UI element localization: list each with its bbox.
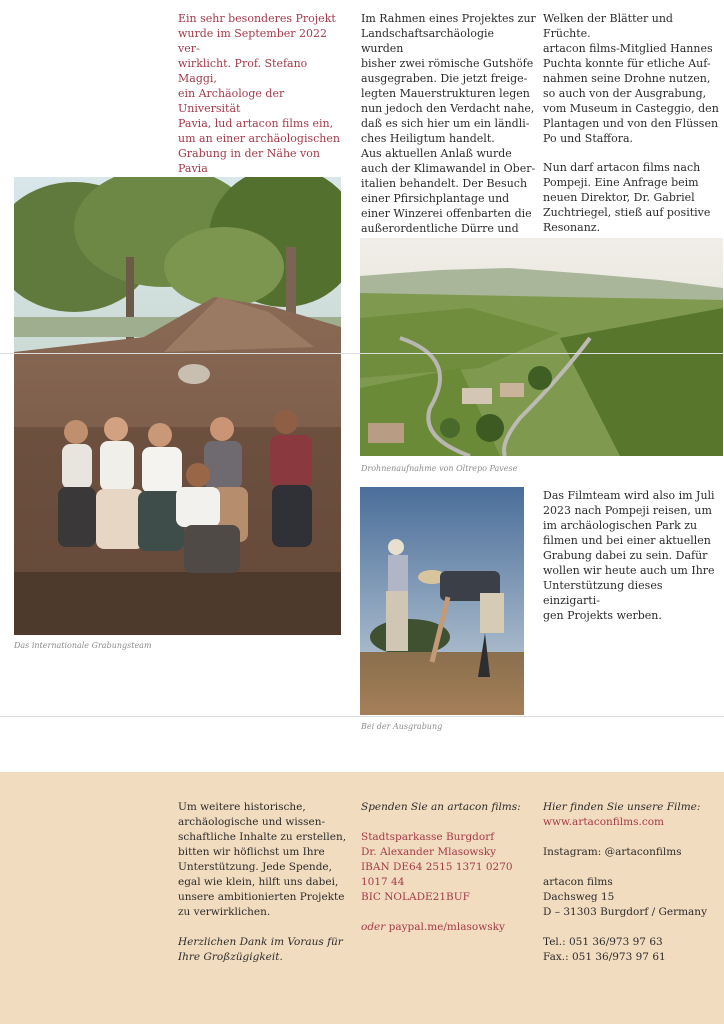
text-line: bitten wir höflichst um Ihre <box>178 846 325 858</box>
text-line: Um weitere historische, <box>178 801 306 813</box>
text-line: Plantagen und von den Flüssen <box>543 117 719 130</box>
text-line: Ein sehr besonderes Projekt <box>178 12 336 25</box>
text-line: einer Winzerei offenbarten die <box>361 207 532 220</box>
text-line: einer Pfirsichplantage und <box>361 192 510 205</box>
text-line: schaftliche Inhalte zu erstellen, <box>178 831 347 843</box>
text-line: Das Filmteam wird also im Juli <box>543 489 715 502</box>
text-line: italien behandelt. Der Besuch <box>361 177 528 190</box>
text-line: Resonanz. <box>543 221 601 234</box>
text-line: um an einer archäologischen <box>178 132 340 145</box>
bic: BIC NOLADE21BUF <box>361 891 470 903</box>
text-line: wurde im September 2022 ver- <box>178 27 327 55</box>
text-line: Puchta konnte für etliche Auf- <box>543 57 711 70</box>
bank-line: Dr. Alexander Mlasowsky <box>361 846 497 858</box>
phone-number: Tel.: 051 36/973 97 63 <box>543 936 663 948</box>
text-line: so auch von der Ausgrabung, <box>543 87 707 100</box>
text-line: artacon films-Mitglied Hannes <box>543 42 713 55</box>
text-line: Unterstützung. Jede Spende, <box>178 861 332 873</box>
text-line: Grabung dabei zu sein. Dafür <box>543 549 708 562</box>
text-line: filmen und bei einer aktuellen <box>543 534 711 547</box>
thanks-line: Ihre Großzügigkeit. <box>178 951 283 963</box>
paypal-prefix: oder <box>361 921 386 933</box>
footer-appeal-text <box>178 800 353 965</box>
body-text-column-4 <box>543 488 721 623</box>
text-line: gen Projekts werben. <box>543 609 662 622</box>
text-line: ches Heiligtum handelt. <box>361 132 495 145</box>
text-line: Pompeji. Eine Anfrage beim <box>543 176 699 189</box>
fold-line <box>0 716 724 717</box>
text-line: Po und Staffora. <box>543 132 634 145</box>
text-line: Welken der Blätter und Früchte. <box>543 12 673 40</box>
text-line: unsere ambitionierten Projekte <box>178 891 345 903</box>
iban: IBAN DE64 2515 1371 0270 1017 44 <box>361 861 513 888</box>
body-text-column-2 <box>361 11 536 251</box>
text-line: ein Archäologe der Universität <box>178 87 285 115</box>
fold-line <box>0 353 724 354</box>
address-line: D – 31303 Burgdorf / Germany <box>543 906 707 918</box>
text-line: zu verwirklichen. <box>178 906 271 918</box>
text-line: bisher zwei römische Gutshöfe <box>361 57 534 70</box>
text-line: Zuchtriegel, stieß auf positive <box>543 206 711 219</box>
text-line: vom Museum in Casteggio, den <box>543 102 719 115</box>
team-photo <box>14 177 341 635</box>
text-line: außerordentliche Dürre und <box>361 222 519 235</box>
text-line: Grabung in der Nähe von Pavia <box>178 147 320 175</box>
body-text-column-3 <box>543 11 721 235</box>
address-line: artacon films <box>543 876 613 888</box>
text-line: Aus aktuellen Anlaß wurde <box>361 147 512 160</box>
fax-number: Fax.: 051 36/973 97 61 <box>543 951 666 963</box>
dig-photo <box>360 487 524 715</box>
instagram-handle[interactable]: Instagram: @artaconfilms <box>543 846 682 858</box>
website-link[interactable]: www.artaconfilms.com <box>543 816 664 828</box>
text-line: Im Rahmen eines Projektes zur <box>361 12 536 25</box>
text-line: egal wie klein, hilft uns dabei, <box>178 876 339 888</box>
text-line: ausgegraben. Die jetzt freige- <box>361 72 528 85</box>
text-line: im archäologischen Park zu <box>543 519 698 532</box>
text-line: Unterstützung dieses einzigarti- <box>543 579 663 607</box>
text-line: Pavia, lud artacon films ein, <box>178 117 334 130</box>
thanks-line: Herzlichen Dank im Voraus für <box>178 936 343 948</box>
paypal-link[interactable]: paypal.me/mlasowsky <box>388 921 505 933</box>
dig-photo-caption: Bei der Ausgrabung <box>361 722 443 731</box>
text-line: Nun darf artacon films nach <box>543 161 701 174</box>
drone-photo-caption: Drohnenaufnahme von Oltrepo Pavese <box>361 464 518 473</box>
donate-heading: Spenden Sie an artacon films: <box>361 801 521 813</box>
films-heading: Hier finden Sie unsere Filme: <box>543 801 701 813</box>
text-line: legten Mauerstrukturen legen <box>361 87 530 100</box>
footer-contact-info <box>543 800 721 965</box>
text-line: archäologische und wissen- <box>178 816 326 828</box>
text-line: Landschaftsarchäologie wurden <box>361 27 495 55</box>
text-line: nun jedoch den Verdacht nahe, <box>361 102 535 115</box>
footer-donation-info <box>361 800 539 935</box>
drone-photo <box>360 238 723 456</box>
text-line: 2023 nach Pompeji reisen, um <box>543 504 712 517</box>
text-line: auch der Klimawandel in Ober- <box>361 162 536 175</box>
team-photo-caption: Das internationale Grabungsteam <box>14 641 152 650</box>
bank-line: Stadtsparkasse Burgdorf <box>361 831 495 843</box>
address-line: Dachsweg 15 <box>543 891 615 903</box>
text-line: wirklicht. Prof. Stefano Maggi, <box>178 57 308 85</box>
text-line: daß es sich hier um ein ländli- <box>361 117 530 130</box>
text-line: neuen Direktor, Dr. Gabriel <box>543 191 695 204</box>
text-line: nahmen seine Drohne nutzen, <box>543 72 711 85</box>
text-line: wollen wir heute auch um Ihre <box>543 564 715 577</box>
